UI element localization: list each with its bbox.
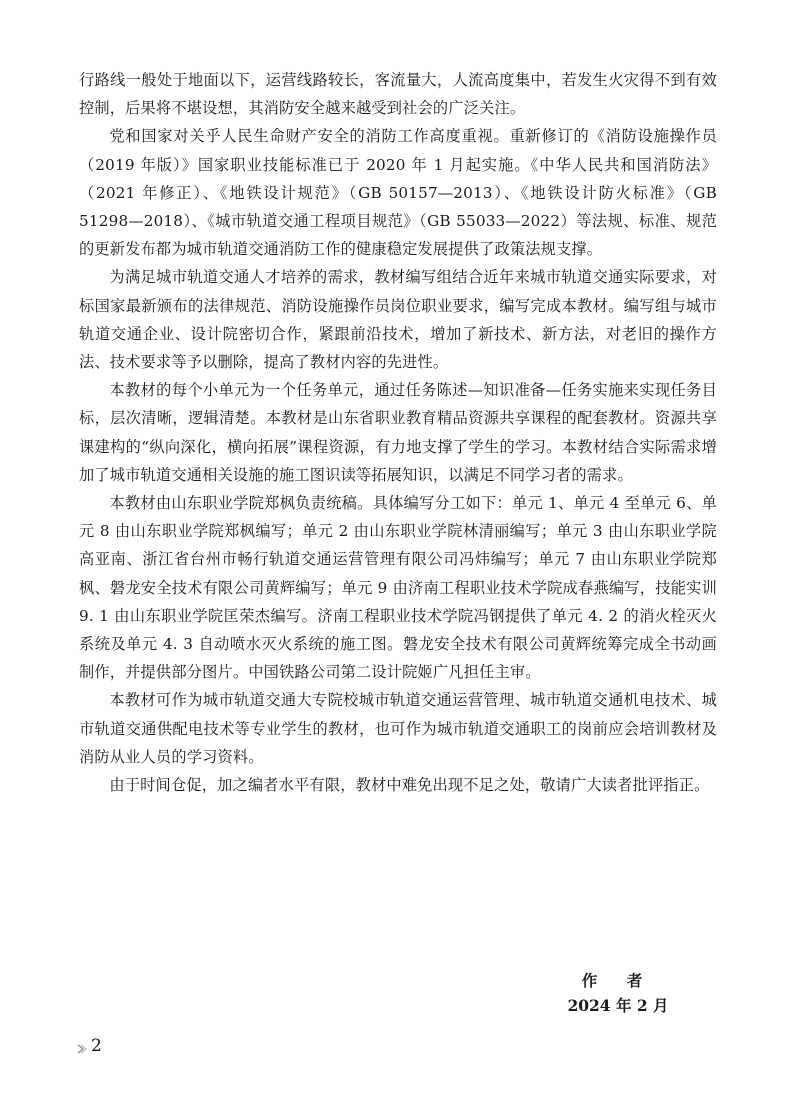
- paragraph-1: 行路线一般处于地面以下，运营线路较长，客流量大，人流高度集中，若发生火灾得不到有效控制，后果将不堪设想，其消防安全越来越受到社会的广泛关注。: [79, 71, 717, 118]
- document-body: [79, 66, 717, 799]
- paragraph-4: 本教材的每个小单元为一个任务单元，通过任务陈述—知识准备—任务实施来实现任务目标，层次清晰，逻辑清楚。本教材是山东省职业教育精品资源共享课程的配套教材。资源共享课建构的“纵向深化，横向拓展”课程资源，有力地支撑了学生的学习。本教材结合实际需求增加了城市轨道交通相关设施的施工图识读等拓展知识，以满足不同学习者的需求。: [79, 381, 717, 484]
- paragraph-6: 本教材可作为城市轨道交通大专院校城市轨道交通运营管理、城市轨道交通机电技术、城市轨道交通供配电技术等专业学生的教材，也可作为城市轨道交通职工的岗前应会培训教材及消防从业人员的学习资料。: [79, 691, 717, 766]
- paragraph-7: 由于时间仓促，加之编者水平有限，教材中难免出现不足之处，敬请广大读者批评指正。: [109, 776, 710, 795]
- paragraph-3: 为满足城市轨道交通人才培养的需求，教材编写组结合近年来城市轨道交通实际要求，对标国家最新颁布的法律规范、消防设施操作员岗位职业要求，编写完成本教材。编写组与城市轨道交通企业、设计院密切合作，紧跟前沿技术，增加了新技术、新方法，对老旧的操作方法、技术要求等予以删除，提高了教材内容的先进性。: [79, 268, 717, 372]
- paragraph-2: 党和国家对关乎人民生命财产安全的消防工作高度重视。重新修订的《消防设施操作员（2019 年版）》国家职业技能标准已于 2020 年 1 月起实施。《中华人民共和国消防法》（2021 年修正）、《地铁设计规范》（GB 50157—2013）、《地铁设计防火标准》（GB 51298—2018）、《城市轨道交通工程项目规范》（GB 55033—2022）等法规、标准、规范的更新发布都为城市轨道交通消防工作的健康稳定发展提供了政策法规支撑。: [79, 127, 717, 259]
- signature-date: 2024 年 2 月: [567, 996, 669, 1015]
- paragraph-5: 本教材由山东职业学院郑枫负责统稿。具体编写分工如下：单元 1、单元 4 至单元 6、单元 8 由山东职业学院郑枫编写；单元 2 由山东职业学院林清丽编写；单元 3 由山东职业学院高亚南、浙江省台州市畅行轨道交通运营管理有限公司冯炜编写；单元 7 由山东职业学院郑枫、磐龙安全技术有限公司黄辉编写；单元 9 由济南工程职业技术学院成春燕编写，技能实训 9. 1 由山东职业学院匡荣杰编写。济南工程职业技术学院冯钢提供了单元 4. 2 的消火栓灭火系统及单元 4. 3 自动喷水灭火系统的施工图。磐龙安全技术有限公司黄辉统筹完成全书动画制作，并提供部分图片。中国铁路公司第二设计院姬广凡担任主审。: [79, 494, 717, 682]
- page-marker-arrow-icon: [77, 1040, 87, 1052]
- signature-author: 作 者: [581, 971, 655, 990]
- page-footer: [77, 1036, 102, 1056]
- page-number: 2: [91, 1036, 102, 1056]
